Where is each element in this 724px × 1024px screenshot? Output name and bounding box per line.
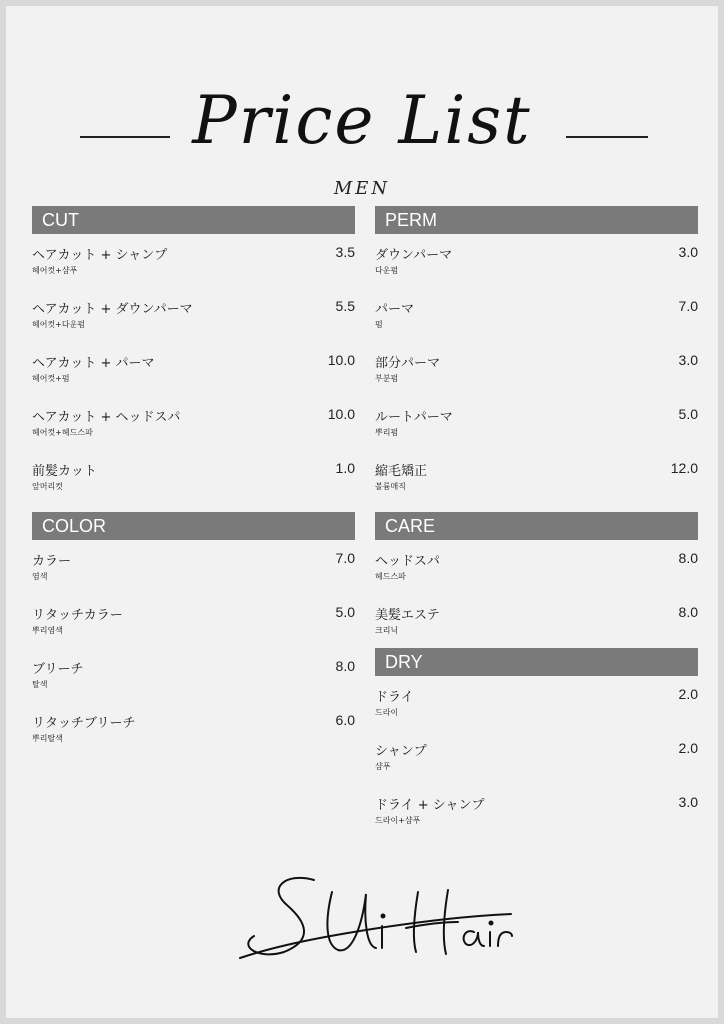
menu-item [375,234,698,288]
item-price: 7.0 [678,298,698,314]
item-korean: 뿌리염색 [32,626,63,635]
item-price: 12.0 [670,460,698,476]
menu-item [32,234,355,288]
menu-item [32,540,355,594]
item-price: 5.0 [335,604,355,620]
item-name: 部分パーマ [375,356,441,371]
menu-item [375,730,698,784]
item-price: 3.0 [678,352,698,368]
menu-item [375,594,698,648]
section-heading: DRY [375,648,698,676]
item-price: 3.0 [678,794,698,810]
item-korean: 볼륨매직 [375,482,406,491]
item-name: リタッチブリーチ [32,716,136,731]
item-name: ブリーチ [32,662,84,677]
item-price: 10.0 [327,352,355,368]
item-name: ドライ + シャンプ [375,798,485,813]
item-price: 3.0 [678,244,698,260]
item-name: カラー [32,554,72,569]
item-korean: 헤어컷+다운펌 [32,320,86,329]
item-name: 縮毛矯正 [375,464,428,479]
item-name: ヘアカット + ヘッドスパ [32,410,181,425]
item-korean: 뿌리펌 [375,428,399,437]
menu-item [375,540,698,594]
item-korean: 다운펌 [375,266,399,275]
item-price: 2.0 [678,686,698,702]
menu-item [375,450,698,504]
item-price: 6.0 [335,712,355,728]
item-korean: 헤어컷+헤드스파 [32,428,93,437]
section-dry [375,648,698,838]
item-price: 10.0 [327,406,355,422]
price-list-page [6,6,718,1018]
menu-item [32,594,355,648]
section-heading: CARE [375,512,698,540]
item-name: ヘアカット + ダウンパーマ [32,302,193,317]
item-korean: 헤어컷+펌 [32,374,70,383]
item-korean: 크리닉 [375,626,399,635]
item-price: 5.0 [678,406,698,422]
item-price: 8.0 [678,604,698,620]
item-korean: 부분펌 [375,374,399,383]
section-care [375,512,698,648]
menu-item [375,396,698,450]
item-korean: 헤드스파 [375,572,406,581]
item-name: ダウンパーマ [375,248,453,263]
item-price: 8.0 [335,658,355,674]
section-heading: PERM [375,206,698,234]
menu-item [32,702,355,756]
menu-item [375,784,698,838]
item-price: 2.0 [678,740,698,756]
item-korean: 드라이+샴푸 [375,816,421,825]
item-korean: 탈색 [32,680,48,689]
item-korean: 뿌리탈색 [32,734,63,743]
section-color [32,512,355,756]
item-korean: 헤어컷+샴푸 [32,266,78,275]
item-korean: 앞머리컷 [32,482,63,491]
title-block [6,68,718,178]
item-name: 前髪カット [32,464,97,479]
item-name: ヘアカット + シャンプ [32,248,168,263]
salon-logo-mark [236,866,526,986]
page-subtitle: MEN [333,178,391,199]
item-price: 3.5 [335,244,355,260]
item-price: 1.0 [335,460,355,476]
menu-item [32,396,355,450]
menu-item [32,450,355,504]
item-korean: 펌 [375,320,383,329]
section-heading: COLOR [32,512,355,540]
item-korean: 샴푸 [375,762,391,771]
item-name: パーマ [375,302,415,317]
menu-item [32,648,355,702]
section-perm [375,206,698,504]
item-name: ドライ [375,690,414,705]
section-cut [32,206,355,504]
item-name: リタッチカラー [32,608,123,623]
item-name: 美髪エステ [375,608,440,623]
item-name: ルートパーマ [375,410,453,425]
item-name: ヘッドスパ [375,554,440,569]
menu-item [32,288,355,342]
item-price: 7.0 [335,550,355,566]
item-price: 5.5 [335,298,355,314]
item-korean: 염색 [32,572,48,581]
item-price: 8.0 [678,550,698,566]
menu-item [375,342,698,396]
salon-logo [236,866,526,986]
item-korean: 드라이 [375,708,399,717]
menu-item [375,288,698,342]
item-name: シャンプ [375,744,427,759]
page-title: Price List [192,82,532,159]
section-heading: CUT [32,206,355,234]
menu-item [32,342,355,396]
menu-item [375,676,698,730]
item-name: ヘアカット + パーマ [32,356,155,371]
